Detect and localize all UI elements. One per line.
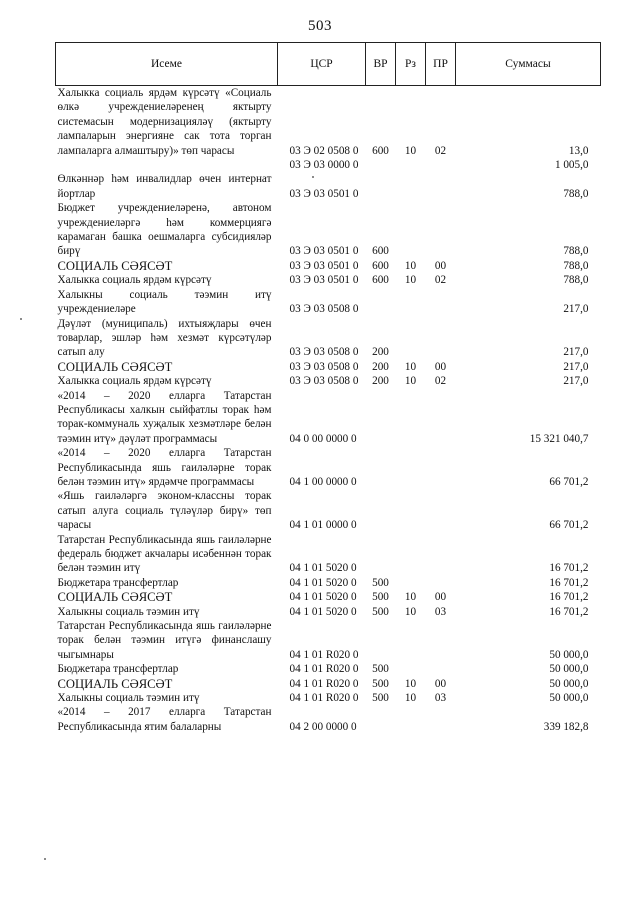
pr-cell	[426, 576, 456, 590]
csr-cell: 04 1 00 0000 0	[289, 475, 357, 488]
rz-cell: 10	[404, 375, 417, 388]
name-cell: Халыкка социаль ярдәм күрсәтү	[57, 274, 212, 287]
sum-cell: 16 701,2	[549, 591, 589, 604]
name-cell: Бюджетара трансфертлар	[57, 663, 179, 676]
vr-cell: 200	[372, 346, 389, 359]
pr-cell: 02	[434, 375, 447, 388]
pr-cell: 02	[434, 274, 447, 287]
pr-cell: 03	[434, 605, 447, 618]
table-row	[56, 259, 601, 273]
table-row	[56, 605, 601, 619]
name-cell: СОЦИАЛЬ СӘЯСӘТ	[57, 676, 173, 691]
name-cell	[56, 158, 278, 172]
csr-cell: 03 Э 03 0501 0	[289, 245, 359, 258]
table-row	[56, 446, 601, 489]
vr-cell	[366, 533, 396, 576]
csr-cell: 04 1 01 0000 0	[289, 519, 357, 532]
csr-cell: 04 1 01 5020 0	[289, 562, 357, 575]
name-cell: «Яшь гаиләләргә эконом-классны торак сатып алуга социаль түләүләр бирү» төп чарасы	[57, 490, 272, 532]
vr-cell: 500	[372, 692, 389, 705]
table-row	[56, 86, 601, 159]
table-row	[56, 533, 601, 576]
sum-cell: 788,0	[563, 245, 589, 258]
rz-cell: 10	[404, 605, 417, 618]
rz-cell: 10	[404, 360, 417, 373]
name-cell: «2014 – 2020 елларга Татарстан Республикасында яшь гаиләләрне торак белән тәэмин итү» ярдәмче программасы	[57, 447, 272, 488]
name-cell: Халыкны социаль тәэмин итү	[57, 692, 200, 705]
sum-cell: 16 701,2	[549, 605, 589, 618]
rz-cell: 10	[404, 144, 417, 157]
vr-cell: 500	[372, 663, 389, 676]
vr-cell: 200	[372, 360, 389, 373]
sum-cell: 15 321 040,7	[529, 432, 589, 445]
csr-cell: 03 Э 02 0508 0	[289, 144, 359, 157]
name-cell: Халыкны социаль тәэмин итү учреждениеләре	[57, 288, 272, 316]
rz-cell: 10	[404, 259, 417, 272]
sum-cell: 13,0	[568, 144, 589, 157]
name-cell: Бюджетара трансфертлар	[57, 576, 179, 589]
csr-cell: 04 1 01 5020 0	[289, 591, 357, 604]
name-cell: «2014 – 2017 елларга Татарстан Республикасында ятим балаларны	[57, 706, 272, 733]
sum-cell: 788,0	[563, 259, 589, 272]
budget-table	[55, 42, 601, 734]
sum-cell: 339 182,8	[543, 720, 589, 733]
vr-cell	[366, 705, 396, 734]
rz-cell: 10	[404, 274, 417, 287]
sum-cell: 50 000,0	[549, 648, 589, 661]
pr-cell: 00	[434, 360, 447, 373]
column-header-vr: ВР	[366, 43, 396, 86]
vr-cell: 600	[372, 274, 389, 287]
sum-cell: 217,0	[563, 375, 589, 388]
sum-cell: 788,0	[563, 274, 589, 287]
pr-cell	[426, 317, 456, 360]
table-row	[56, 158, 601, 172]
column-header-name: Исеме	[56, 43, 278, 86]
rz-cell	[396, 576, 426, 590]
vr-cell: 600	[372, 245, 389, 258]
table-row	[56, 201, 601, 259]
vr-cell: 600	[372, 259, 389, 272]
sum-cell: 217,0	[563, 360, 589, 373]
vr-cell	[366, 446, 396, 489]
table-row	[56, 576, 601, 590]
sum-cell: 16 701,2	[549, 562, 589, 575]
table-row	[56, 273, 601, 287]
rz-cell	[396, 662, 426, 676]
rz-cell: 10	[404, 677, 417, 690]
pr-cell	[426, 619, 456, 662]
table-row	[56, 489, 601, 532]
pr-cell	[426, 446, 456, 489]
pr-cell	[426, 172, 456, 201]
pr-cell	[426, 705, 456, 734]
pr-cell: 03	[434, 692, 447, 705]
vr-cell: 500	[372, 605, 389, 618]
table-row	[56, 288, 601, 317]
pr-cell: 00	[434, 591, 447, 604]
pr-cell	[426, 489, 456, 532]
pr-cell: 00	[434, 677, 447, 690]
csr-cell: 03 Э 03 0508 0	[289, 360, 359, 373]
rz-cell	[396, 201, 426, 259]
name-cell: Татарстан Республикасында яшь гаиләләрне федераль бюджет акчалары исәбеннән торак белән тәэмин итү	[57, 533, 272, 575]
column-header-pr: ПР	[426, 43, 456, 86]
table-body	[56, 86, 601, 735]
csr-cell: 04 2 00 0000 0	[289, 720, 357, 733]
column-header-csr: ЦСР	[278, 43, 366, 86]
sum-cell: 788,0	[563, 187, 589, 200]
csr-cell: 04 1 01 5020 0	[289, 605, 357, 618]
csr-cell: 03 Э 03 0508 0	[289, 375, 359, 388]
name-cell: Бюджет учреждениеләренә, автоном учреждениеләргә һәм коммерциягә карамаган башка оешмаларга субсидияләр бирү	[57, 202, 272, 258]
stray-mark	[312, 176, 314, 178]
name-cell: «2014 – 2020 елларга Татарстан Республикасы халкын сыйфатлы торак һәм торак-коммуналь хуҗалык хезмәтләре белән тәэмин итү» дәүләт программасы	[57, 389, 272, 445]
table-row	[56, 590, 601, 604]
vr-cell: 500	[372, 576, 389, 589]
rz-cell	[396, 389, 426, 447]
sum-cell: 1 005,0	[554, 159, 589, 172]
name-cell: Татарстан Республикасында яшь гаиләләрне торак белән тәэмин итүгә финанслашу чыгымнары	[57, 620, 272, 661]
table-row	[56, 662, 601, 676]
csr-cell: 03 Э 03 0508 0	[289, 346, 359, 359]
csr-cell: 04 1 01 R020 0	[289, 692, 359, 705]
csr-cell: 04 1 01 5020 0	[289, 576, 357, 589]
vr-cell	[366, 172, 396, 201]
pr-cell	[426, 389, 456, 447]
pr-cell: 00	[434, 259, 447, 272]
table-row	[56, 705, 601, 734]
table-row	[56, 691, 601, 705]
name-cell: Өлкәннәр һәм инвалидлар өчен интернат йортлар	[57, 173, 272, 200]
rz-cell	[396, 288, 426, 317]
rz-cell	[396, 705, 426, 734]
csr-cell: 03 Э 03 0000 0	[289, 159, 359, 172]
name-cell: СОЦИАЛЬ СӘЯСӘТ	[57, 258, 173, 273]
column-header-sum: Суммасы	[456, 43, 601, 86]
csr-cell: 04 1 01 R020 0	[289, 648, 359, 661]
table-row	[56, 374, 601, 388]
table-row	[56, 677, 601, 691]
name-cell: СОЦИАЛЬ СӘЯСӘТ	[57, 590, 173, 605]
pr-cell: 02	[434, 144, 447, 157]
name-cell: СОЦИАЛЬ СӘЯСӘТ	[57, 359, 173, 374]
vr-cell	[366, 158, 396, 172]
rz-cell	[396, 446, 426, 489]
sum-cell: 16 701,2	[549, 576, 589, 589]
name-cell: Халыкка социаль ярдәм күрсәтү	[57, 375, 212, 388]
csr-cell: 03 Э 03 0501 0	[289, 187, 359, 200]
stray-mark	[44, 858, 46, 860]
page-number: 503	[308, 18, 332, 34]
csr-cell: 04 0 00 0000 0	[289, 432, 357, 445]
name-cell: Дәүләт (муниципаль) ихтыяҗлары өчен товарлар, эшләр һәм хезмәт күрсәтүләр сатып алу	[57, 317, 272, 359]
sum-cell: 66 701,2	[549, 519, 589, 532]
table-row	[56, 619, 601, 662]
vr-cell	[366, 619, 396, 662]
csr-cell: 03 Э 03 0501 0	[289, 259, 359, 272]
rz-cell	[396, 489, 426, 532]
rz-cell	[396, 533, 426, 576]
vr-cell: 500	[372, 677, 389, 690]
sum-cell: 217,0	[563, 346, 589, 359]
vr-cell	[366, 489, 396, 532]
rz-cell: 10	[404, 692, 417, 705]
column-header-rz: Рз	[396, 43, 426, 86]
rz-cell: 10	[404, 591, 417, 604]
pr-cell	[426, 201, 456, 259]
rz-cell	[396, 619, 426, 662]
stray-mark	[20, 318, 22, 320]
rz-cell	[396, 172, 426, 201]
rz-cell	[396, 158, 426, 172]
table-row	[56, 389, 601, 447]
name-cell: Халыкны социаль тәэмин итү	[57, 605, 200, 618]
sum-cell: 50 000,0	[549, 677, 589, 690]
pr-cell	[426, 288, 456, 317]
name-cell: Халыкка социаль ярдәм күрсәтү «Социаль өлкә учреждениеләренең яктырту системасын модернизацияләү (яктырту лампаларын энергияне сак тота торган лампаларга алмаштыру)» төп чарасы	[57, 87, 272, 157]
vr-cell	[366, 389, 396, 447]
rz-cell	[396, 317, 426, 360]
csr-cell: 03 Э 03 0508 0	[289, 303, 359, 316]
vr-cell: 200	[372, 375, 389, 388]
pr-cell	[426, 533, 456, 576]
sum-cell: 50 000,0	[549, 663, 589, 676]
csr-cell: 03 Э 03 0501 0	[289, 274, 359, 287]
table-row	[56, 172, 601, 201]
vr-cell: 500	[372, 591, 389, 604]
vr-cell	[366, 288, 396, 317]
table-row	[56, 317, 601, 360]
csr-cell: 04 1 01 R020 0	[289, 663, 359, 676]
sum-cell: 217,0	[563, 303, 589, 316]
pr-cell	[426, 662, 456, 676]
csr-cell: 04 1 01 R020 0	[289, 677, 359, 690]
table-row	[56, 360, 601, 374]
sum-cell: 50 000,0	[549, 692, 589, 705]
sum-cell: 66 701,2	[549, 475, 589, 488]
table-header-row	[56, 43, 601, 86]
vr-cell: 600	[372, 144, 389, 157]
pr-cell	[426, 158, 456, 172]
